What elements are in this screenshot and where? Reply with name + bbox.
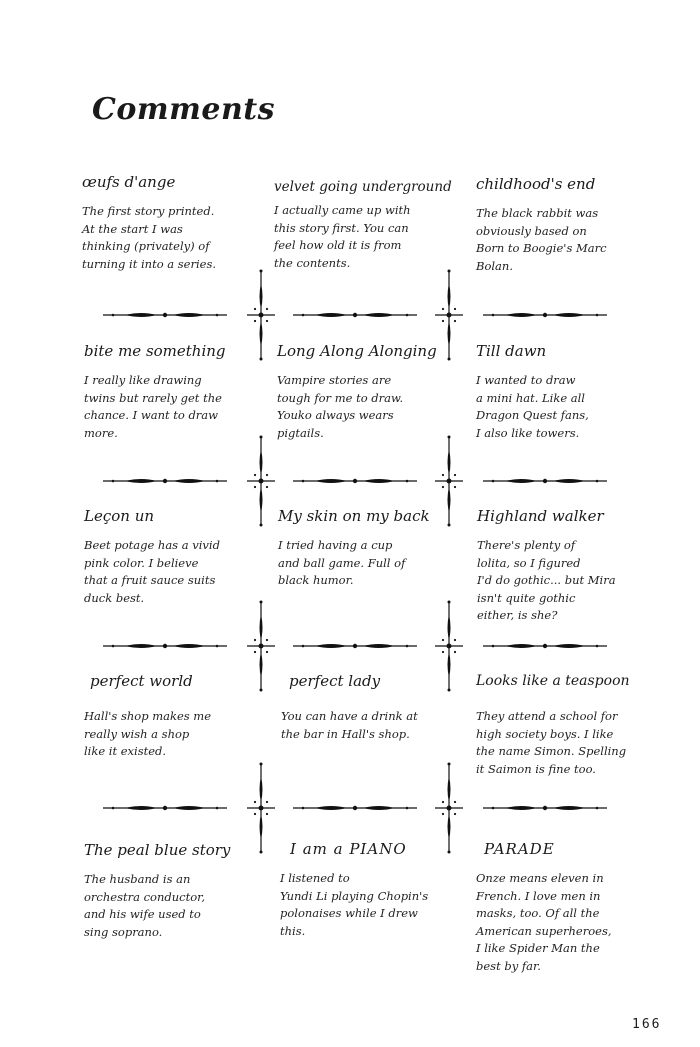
body-line: that a fruit sauce suits xyxy=(84,573,216,587)
body-line: I tried having a cup xyxy=(278,538,393,552)
body-line: The black rabbit was xyxy=(476,206,599,220)
body-line: duck best. xyxy=(84,590,145,605)
body-line: thinking (privately) of xyxy=(82,239,210,253)
body-line: I'd do gothic... but Mira xyxy=(477,573,616,587)
body-line: isn't quite gothic xyxy=(477,590,576,605)
body-line: Beet potage has a vivid xyxy=(84,538,220,552)
body-line: I wanted to draw xyxy=(476,373,576,387)
body-line: American superheroes, xyxy=(476,923,612,938)
body-line: black humor. xyxy=(278,573,354,587)
body-line: this story first. You can xyxy=(274,220,409,235)
body-line: twins but rarely get the xyxy=(84,390,222,405)
body-line: Born to Boogie's Marc xyxy=(476,241,607,255)
body-line: best by far. xyxy=(476,958,541,973)
entry-title: Highland walker xyxy=(477,507,604,525)
body-line: the bar in Hall's shop. xyxy=(281,726,410,741)
body-line: I really like drawing xyxy=(84,373,202,387)
body-line: more. xyxy=(84,425,118,440)
body-line: I also like towers. xyxy=(476,425,580,440)
body-line: Youko always wears xyxy=(277,408,394,422)
body-line: I like Spider Man the xyxy=(476,941,600,955)
body-line: Hall's shop makes me xyxy=(84,709,212,723)
body-line: pigtails. xyxy=(277,425,324,440)
body-line: orchestra conductor, xyxy=(84,889,206,904)
entry-title: velvet going underground xyxy=(274,179,452,195)
entry-title: Looks like a teaspoon xyxy=(476,673,630,689)
entry-title: Leçon un xyxy=(84,507,155,525)
entry-title: Long Along Alonging xyxy=(277,342,437,360)
entry-title: bite me something xyxy=(84,342,226,360)
body-line: and his wife used to xyxy=(84,907,201,921)
body-line: I listened to xyxy=(280,871,350,885)
page-title: Comments xyxy=(92,92,276,127)
body-line: it Saimon is fine too. xyxy=(476,761,596,776)
body-line: polonaises while I drew xyxy=(280,906,418,920)
body-line: I actually came up with xyxy=(274,203,411,217)
body-line: feel how old it is from xyxy=(274,238,402,252)
body-line: Onze means eleven in xyxy=(476,871,604,885)
body-line: Vampire stories are xyxy=(277,373,392,387)
entry-title: childhood's end xyxy=(476,175,596,193)
body-line: high society boys. I like xyxy=(476,726,614,741)
body-line: obviously based on xyxy=(476,223,587,238)
body-line: There's plenty of xyxy=(477,538,576,552)
body-line: this. xyxy=(280,923,306,938)
body-line: The husband is an xyxy=(84,872,191,886)
body-line: the contents. xyxy=(274,255,351,270)
entry-title: PARADE xyxy=(484,840,555,858)
body-line: lolita, so I figured xyxy=(477,555,581,570)
body-line: turning it into a series. xyxy=(82,256,217,271)
entry-title: My skin on my back xyxy=(278,507,430,525)
body-line: French. I love men in xyxy=(476,888,601,903)
body-line: the name Simon. Spelling xyxy=(476,744,627,758)
entry-title: Till dawn xyxy=(476,342,547,360)
entry-title: perfect world xyxy=(90,672,193,690)
body-line: really wish a shop xyxy=(84,726,190,741)
body-line: like it existed. xyxy=(84,744,167,758)
entry-title: The peal blue story xyxy=(84,841,231,859)
body-line: sing soprano. xyxy=(84,924,163,939)
body-line: a mini hat. Like all xyxy=(476,390,585,405)
body-line: The first story printed. xyxy=(82,204,215,218)
body-line: chance. I want to draw xyxy=(84,408,219,422)
body-line: At the start I was xyxy=(82,221,183,236)
entry-title: I am a PIANO xyxy=(290,840,407,858)
body-line: either, is she? xyxy=(477,608,558,622)
body-line: Dragon Quest fans, xyxy=(476,408,589,422)
entry-title: perfect lady xyxy=(289,672,381,690)
body-line: and ball game. Full of xyxy=(278,555,406,570)
entry-title: œufs d'ange xyxy=(82,173,176,191)
body-line: You can have a drink at xyxy=(281,709,418,723)
body-line: masks, too. Of all the xyxy=(476,906,600,920)
page-number: 166 xyxy=(632,1017,662,1032)
body-line: Yundi Li playing Chopin's xyxy=(280,888,429,903)
body-line: pink color. I believe xyxy=(84,555,199,570)
body-line: tough for me to draw. xyxy=(277,390,404,405)
body-line: They attend a school for xyxy=(476,709,618,723)
body-line: Bolan. xyxy=(476,258,513,273)
